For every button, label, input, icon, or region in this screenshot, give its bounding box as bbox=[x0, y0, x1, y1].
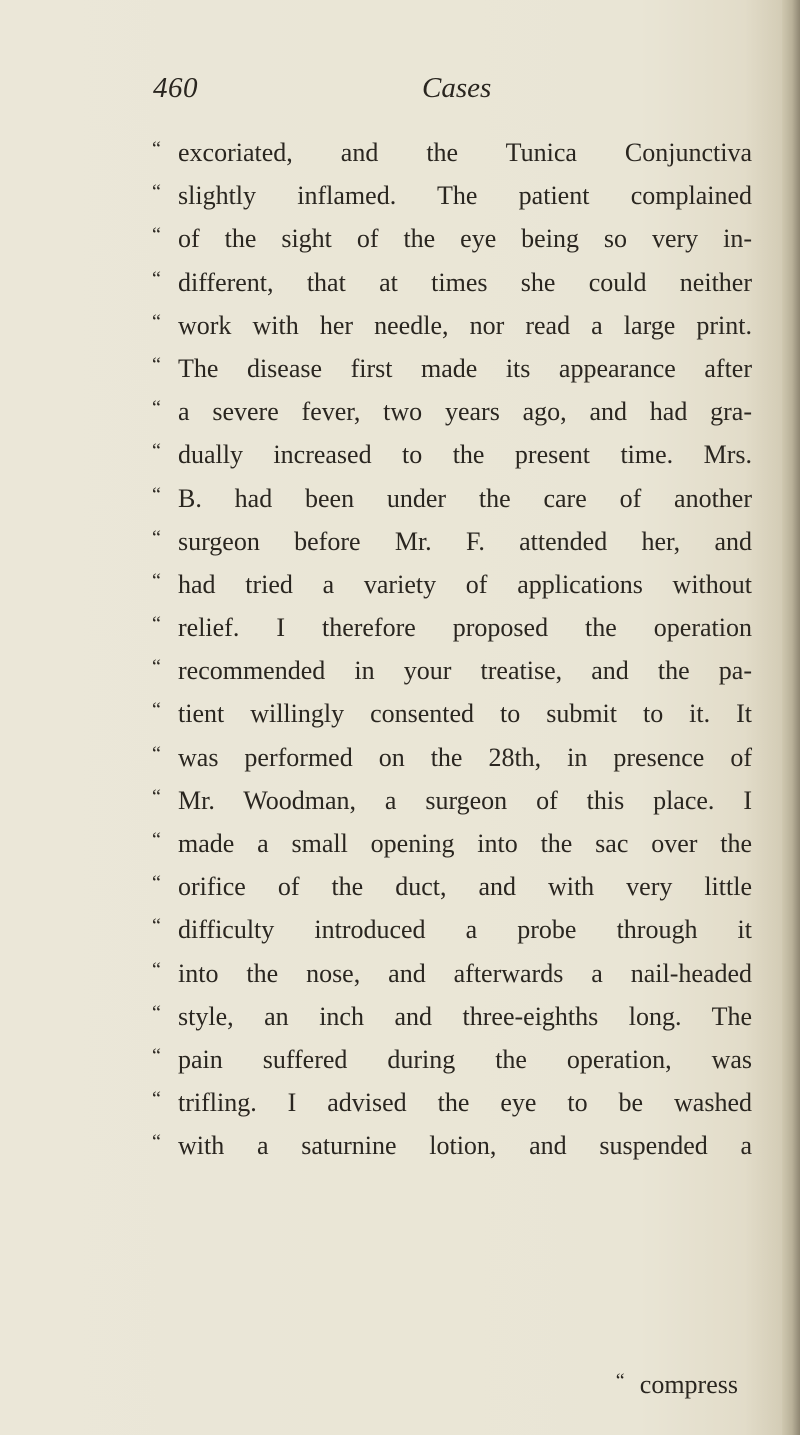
line-text: relief. I therefore proposed the operation bbox=[178, 613, 752, 643]
line-text: made a small opening into the sac over the bbox=[178, 829, 752, 858]
line-text: surgeon before Mr. F. attended her, and bbox=[178, 526, 752, 556]
text-line bbox=[152, 905, 752, 948]
quote-mark: “ bbox=[152, 569, 161, 592]
text-line bbox=[152, 171, 752, 214]
line-text: recommended in your treatise, and the pa- bbox=[178, 656, 752, 686]
quote-mark: “ bbox=[152, 353, 161, 376]
line-text: B. had been under the care of another bbox=[178, 483, 752, 513]
line-text: pain suffered during the operation, was bbox=[178, 1044, 752, 1074]
line-text: different, that at times she could neither bbox=[178, 267, 752, 297]
quote-mark: “ bbox=[152, 526, 161, 549]
text-line bbox=[152, 258, 752, 301]
quote-mark: “ bbox=[152, 483, 161, 506]
quote-mark: “ bbox=[152, 742, 161, 765]
quote-mark: “ bbox=[152, 440, 161, 463]
line-text: of the sight of the eye being so very in- bbox=[178, 224, 752, 254]
text-line bbox=[152, 1035, 752, 1078]
line-text: was performed on the 28th, in presence of bbox=[178, 742, 752, 772]
quote-mark: “ bbox=[152, 915, 161, 938]
text-line bbox=[152, 646, 752, 689]
quote-mark: “ bbox=[152, 1131, 161, 1154]
quote-mark: “ bbox=[152, 613, 161, 636]
line-text: tient willingly consented to submit to it. It bbox=[178, 699, 752, 729]
text-line bbox=[152, 776, 752, 819]
text-line bbox=[152, 560, 752, 603]
quote-mark: “ bbox=[152, 656, 161, 679]
text-line bbox=[152, 949, 752, 992]
text-line bbox=[152, 992, 752, 1035]
quote-mark: “ bbox=[152, 310, 161, 333]
page-number: 460 bbox=[153, 72, 198, 104]
text-line bbox=[152, 128, 752, 171]
text-line bbox=[152, 344, 752, 387]
catchword bbox=[616, 1360, 738, 1406]
line-text: The disease first made its appearance after bbox=[178, 353, 752, 383]
line-text: dually increased to the present time. Mrs. bbox=[178, 440, 752, 470]
page-edge bbox=[782, 0, 800, 1435]
text-line bbox=[152, 1121, 752, 1164]
quote-mark: “ bbox=[152, 872, 161, 895]
quote-mark: “ bbox=[152, 397, 161, 420]
quote-mark: “ bbox=[152, 1044, 161, 1067]
quote-mark: “ bbox=[152, 958, 161, 981]
quote-mark: “ bbox=[152, 224, 161, 247]
text-line bbox=[152, 301, 752, 344]
line-text: with a saturnine lotion, and suspended a bbox=[178, 1131, 752, 1161]
quote-mark: “ bbox=[152, 829, 161, 851]
line-text: a severe fever, two years ago, and had gra- bbox=[178, 397, 752, 427]
quote-mark: “ bbox=[152, 1001, 161, 1024]
text-line bbox=[152, 819, 752, 862]
text-line bbox=[152, 733, 752, 776]
text-line bbox=[152, 603, 752, 646]
line-text: excoriated, and the Tunica Conjunctiva bbox=[178, 138, 752, 167]
quote-mark: “ bbox=[152, 1088, 161, 1111]
quote-mark: “ bbox=[152, 699, 161, 722]
page-header bbox=[0, 72, 800, 112]
quote-mark: “ bbox=[152, 785, 161, 808]
line-text: trifling. I advised the eye to be washed bbox=[178, 1088, 752, 1118]
text-line bbox=[152, 474, 752, 517]
quote-mark: “ bbox=[615, 1370, 625, 1392]
text-line bbox=[152, 689, 752, 732]
line-text: Mr. Woodman, a surgeon of this place. I bbox=[178, 785, 752, 815]
running-title: Cases bbox=[422, 72, 492, 104]
quote-mark: “ bbox=[152, 181, 161, 204]
line-text: had tried a variety of applications without bbox=[178, 569, 752, 599]
catchword-text: compress bbox=[639, 1370, 738, 1399]
body-text bbox=[152, 128, 752, 1165]
line-text: orifice of the duct, and with very little bbox=[178, 872, 752, 902]
text-line bbox=[152, 862, 752, 905]
line-text: style, an inch and three-eighths long. The bbox=[178, 1001, 752, 1031]
line-text: slightly inflamed. The patient complained bbox=[178, 181, 752, 211]
text-line bbox=[152, 517, 752, 560]
text-line bbox=[152, 214, 752, 257]
quote-mark: “ bbox=[152, 267, 161, 290]
line-text: work with her needle, nor read a large print. bbox=[178, 310, 752, 340]
text-line bbox=[152, 387, 752, 430]
text-line bbox=[152, 430, 752, 473]
line-text: difficulty introduced a probe through it bbox=[178, 915, 752, 945]
line-text: into the nose, and afterwards a nail-headed bbox=[178, 958, 752, 988]
text-line bbox=[152, 1078, 752, 1121]
quote-mark: “ bbox=[152, 138, 161, 160]
